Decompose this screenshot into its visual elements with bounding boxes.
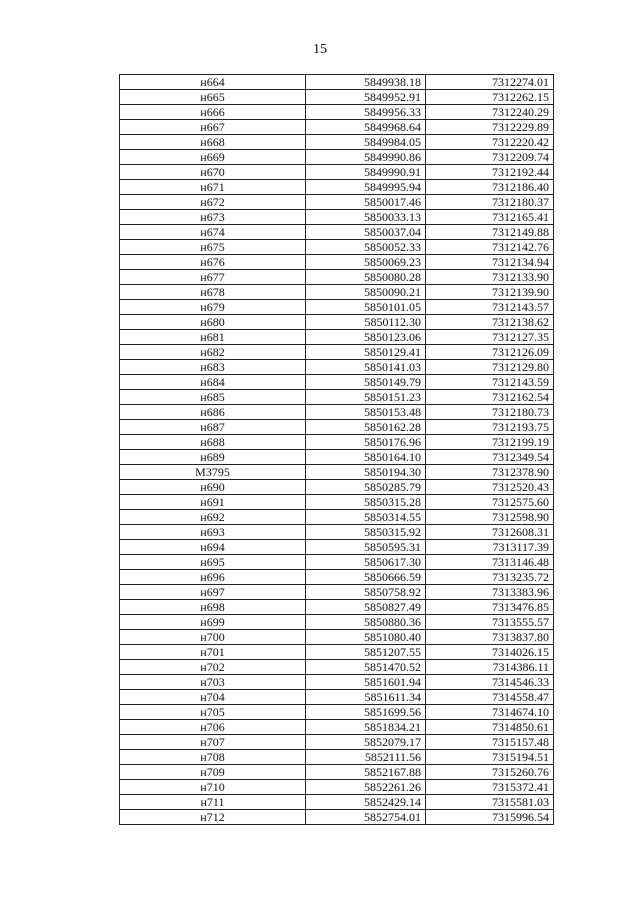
y-coordinate-cell: 7315996.54 xyxy=(426,810,554,825)
x-coordinate-cell: 5850069.23 xyxy=(306,255,426,270)
table-row xyxy=(120,360,554,375)
point-name-cell: н664 xyxy=(120,75,306,90)
table-row xyxy=(120,315,554,330)
x-coordinate-cell: 5850758.92 xyxy=(306,585,426,600)
point-name-cell: н696 xyxy=(120,570,306,585)
point-name-cell: н669 xyxy=(120,150,306,165)
table-row xyxy=(120,405,554,420)
x-coordinate-cell: 5850149.79 xyxy=(306,375,426,390)
point-name-cell: н675 xyxy=(120,240,306,255)
table-row xyxy=(120,450,554,465)
x-coordinate-cell: 5850129.41 xyxy=(306,345,426,360)
x-coordinate-cell: 5851080.40 xyxy=(306,630,426,645)
table-row xyxy=(120,465,554,480)
point-name-cell: н711 xyxy=(120,795,306,810)
point-name-cell: н695 xyxy=(120,555,306,570)
y-coordinate-cell: 7313383.96 xyxy=(426,585,554,600)
y-coordinate-cell: 7315581.03 xyxy=(426,795,554,810)
x-coordinate-cell: 5850037.04 xyxy=(306,225,426,240)
y-coordinate-cell: 7312598.90 xyxy=(426,510,554,525)
point-name-cell: н667 xyxy=(120,120,306,135)
point-name-cell: н679 xyxy=(120,300,306,315)
x-coordinate-cell: 5852111.56 xyxy=(306,750,426,765)
table-row xyxy=(120,570,554,585)
point-name-cell: н694 xyxy=(120,540,306,555)
y-coordinate-cell: 7315157.48 xyxy=(426,735,554,750)
point-name-cell: н691 xyxy=(120,495,306,510)
table-row xyxy=(120,555,554,570)
table-row xyxy=(120,390,554,405)
x-coordinate-cell: 5849938.18 xyxy=(306,75,426,90)
point-name-cell: н684 xyxy=(120,375,306,390)
table-row xyxy=(120,765,554,780)
x-coordinate-cell: 5852261.26 xyxy=(306,780,426,795)
point-name-cell: н707 xyxy=(120,735,306,750)
y-coordinate-cell: 7314026.15 xyxy=(426,645,554,660)
y-coordinate-cell: 7312162.54 xyxy=(426,390,554,405)
y-coordinate-cell: 7312129.80 xyxy=(426,360,554,375)
x-coordinate-cell: 5851207.55 xyxy=(306,645,426,660)
point-name-cell: н666 xyxy=(120,105,306,120)
y-coordinate-cell: 7314558.47 xyxy=(426,690,554,705)
y-coordinate-cell: 7312180.73 xyxy=(426,405,554,420)
y-coordinate-cell: 7312138.62 xyxy=(426,315,554,330)
table-row xyxy=(120,525,554,540)
point-name-cell: н683 xyxy=(120,360,306,375)
y-coordinate-cell: 7315372.41 xyxy=(426,780,554,795)
y-coordinate-cell: 7314386.11 xyxy=(426,660,554,675)
point-name-cell: н692 xyxy=(120,510,306,525)
x-coordinate-cell: 5851601.94 xyxy=(306,675,426,690)
table-row xyxy=(120,780,554,795)
point-name-cell: н668 xyxy=(120,135,306,150)
point-name-cell: н706 xyxy=(120,720,306,735)
point-name-cell: н677 xyxy=(120,270,306,285)
y-coordinate-cell: 7312180.37 xyxy=(426,195,554,210)
y-coordinate-cell: 7315260.76 xyxy=(426,765,554,780)
y-coordinate-cell: 7313235.72 xyxy=(426,570,554,585)
table-row xyxy=(120,105,554,120)
y-coordinate-cell: 7312193.75 xyxy=(426,420,554,435)
point-name-cell: н693 xyxy=(120,525,306,540)
point-name-cell: н678 xyxy=(120,285,306,300)
point-name-cell: н686 xyxy=(120,405,306,420)
y-coordinate-cell: 7313146.48 xyxy=(426,555,554,570)
x-coordinate-cell: 5850315.28 xyxy=(306,495,426,510)
y-coordinate-cell: 7312209.74 xyxy=(426,150,554,165)
table-row xyxy=(120,345,554,360)
table-row xyxy=(120,285,554,300)
point-name-cell: н671 xyxy=(120,180,306,195)
table-row xyxy=(120,150,554,165)
table-row xyxy=(120,120,554,135)
x-coordinate-cell: 5849984.05 xyxy=(306,135,426,150)
table-row xyxy=(120,630,554,645)
x-coordinate-cell: 5850080.28 xyxy=(306,270,426,285)
x-coordinate-cell: 5850285.79 xyxy=(306,480,426,495)
y-coordinate-cell: 7312240.29 xyxy=(426,105,554,120)
y-coordinate-cell: 7312142.76 xyxy=(426,240,554,255)
y-coordinate-cell: 7312134.94 xyxy=(426,255,554,270)
point-name-cell: н712 xyxy=(120,810,306,825)
page-number: 15 xyxy=(313,42,327,57)
x-coordinate-cell: 5851611.34 xyxy=(306,690,426,705)
table-row xyxy=(120,420,554,435)
x-coordinate-cell: 5850101.05 xyxy=(306,300,426,315)
y-coordinate-cell: 7312139.90 xyxy=(426,285,554,300)
y-coordinate-cell: 7312274.01 xyxy=(426,75,554,90)
point-name-cell: н703 xyxy=(120,675,306,690)
y-coordinate-cell: 7312133.90 xyxy=(426,270,554,285)
x-coordinate-cell: 5850880.36 xyxy=(306,615,426,630)
table-row xyxy=(120,300,554,315)
y-coordinate-cell: 7315194.51 xyxy=(426,750,554,765)
x-coordinate-cell: 5849952.91 xyxy=(306,90,426,105)
x-coordinate-cell: 5851834.21 xyxy=(306,720,426,735)
x-coordinate-cell: 5850112.30 xyxy=(306,315,426,330)
x-coordinate-cell: 5850033.13 xyxy=(306,210,426,225)
point-name-cell: н674 xyxy=(120,225,306,240)
table-row xyxy=(120,720,554,735)
table-row xyxy=(120,480,554,495)
coordinates-table-body xyxy=(120,75,554,825)
table-row xyxy=(120,375,554,390)
point-name-cell: н665 xyxy=(120,90,306,105)
y-coordinate-cell: 7312149.88 xyxy=(426,225,554,240)
table-row xyxy=(120,90,554,105)
table-row xyxy=(120,225,554,240)
x-coordinate-cell: 5850595.31 xyxy=(306,540,426,555)
table-row xyxy=(120,330,554,345)
point-name-cell: н682 xyxy=(120,345,306,360)
x-coordinate-cell: 5850176.96 xyxy=(306,435,426,450)
x-coordinate-cell: 5850164.10 xyxy=(306,450,426,465)
table-row xyxy=(120,600,554,615)
point-name-cell: н704 xyxy=(120,690,306,705)
point-name-cell: н697 xyxy=(120,585,306,600)
x-coordinate-cell: 5850017.46 xyxy=(306,195,426,210)
table-row xyxy=(120,585,554,600)
y-coordinate-cell: 7312143.59 xyxy=(426,375,554,390)
point-name-cell: н701 xyxy=(120,645,306,660)
point-name-cell: н672 xyxy=(120,195,306,210)
y-coordinate-cell: 7312127.35 xyxy=(426,330,554,345)
table-row xyxy=(120,435,554,450)
table-row xyxy=(120,795,554,810)
x-coordinate-cell: 5850153.48 xyxy=(306,405,426,420)
x-coordinate-cell: 5850194.30 xyxy=(306,465,426,480)
table-row xyxy=(120,810,554,825)
y-coordinate-cell: 7312143.57 xyxy=(426,300,554,315)
table-row xyxy=(120,495,554,510)
x-coordinate-cell: 5852079.17 xyxy=(306,735,426,750)
x-coordinate-cell: 5851470.52 xyxy=(306,660,426,675)
x-coordinate-cell: 5850315.92 xyxy=(306,525,426,540)
x-coordinate-cell: 5850314.55 xyxy=(306,510,426,525)
x-coordinate-cell: 5849968.64 xyxy=(306,120,426,135)
table-row xyxy=(120,75,554,90)
table-row xyxy=(120,270,554,285)
x-coordinate-cell: 5849995.94 xyxy=(306,180,426,195)
y-coordinate-cell: 7314850.61 xyxy=(426,720,554,735)
y-coordinate-cell: 7312186.40 xyxy=(426,180,554,195)
point-name-cell: н687 xyxy=(120,420,306,435)
y-coordinate-cell: 7313555.57 xyxy=(426,615,554,630)
y-coordinate-cell: 7312229.89 xyxy=(426,120,554,135)
x-coordinate-cell: 5851699.56 xyxy=(306,705,426,720)
table-row xyxy=(120,705,554,720)
y-coordinate-cell: 7312192.44 xyxy=(426,165,554,180)
y-coordinate-cell: 7313476.85 xyxy=(426,600,554,615)
x-coordinate-cell: 5850162.28 xyxy=(306,420,426,435)
table-row xyxy=(120,540,554,555)
table-row xyxy=(120,735,554,750)
point-name-cell: н689 xyxy=(120,450,306,465)
y-coordinate-cell: 7312520.43 xyxy=(426,480,554,495)
point-name-cell: н710 xyxy=(120,780,306,795)
point-name-cell: н685 xyxy=(120,390,306,405)
table-row xyxy=(120,195,554,210)
y-coordinate-cell: 7314546.33 xyxy=(426,675,554,690)
table-row xyxy=(120,690,554,705)
table-row xyxy=(120,750,554,765)
x-coordinate-cell: 5852754.01 xyxy=(306,810,426,825)
point-name-cell: н700 xyxy=(120,630,306,645)
table-row xyxy=(120,675,554,690)
table-row xyxy=(120,180,554,195)
x-coordinate-cell: 5850090.21 xyxy=(306,285,426,300)
y-coordinate-cell: 7313117.39 xyxy=(426,540,554,555)
x-coordinate-cell: 5850666.59 xyxy=(306,570,426,585)
point-name-cell: н673 xyxy=(120,210,306,225)
table-row xyxy=(120,255,554,270)
x-coordinate-cell: 5850141.03 xyxy=(306,360,426,375)
table-row xyxy=(120,645,554,660)
y-coordinate-cell: 7312575.60 xyxy=(426,495,554,510)
table-row xyxy=(120,240,554,255)
point-name-cell: н680 xyxy=(120,315,306,330)
point-name-cell: н699 xyxy=(120,615,306,630)
point-name-cell: М3795 xyxy=(120,465,306,480)
point-name-cell: н670 xyxy=(120,165,306,180)
y-coordinate-cell: 7313837.80 xyxy=(426,630,554,645)
table-row xyxy=(120,210,554,225)
point-name-cell: н708 xyxy=(120,750,306,765)
x-coordinate-cell: 5850052.33 xyxy=(306,240,426,255)
y-coordinate-cell: 7312220.42 xyxy=(426,135,554,150)
y-coordinate-cell: 7312378.90 xyxy=(426,465,554,480)
point-name-cell: н681 xyxy=(120,330,306,345)
x-coordinate-cell: 5850123.06 xyxy=(306,330,426,345)
y-coordinate-cell: 7312608.31 xyxy=(426,525,554,540)
x-coordinate-cell: 5852429.14 xyxy=(306,795,426,810)
x-coordinate-cell: 5849956.33 xyxy=(306,105,426,120)
table-row xyxy=(120,510,554,525)
point-name-cell: н702 xyxy=(120,660,306,675)
point-name-cell: н676 xyxy=(120,255,306,270)
y-coordinate-cell: 7312126.09 xyxy=(426,345,554,360)
point-name-cell: н690 xyxy=(120,480,306,495)
point-name-cell: н709 xyxy=(120,765,306,780)
point-name-cell: н698 xyxy=(120,600,306,615)
table-row xyxy=(120,165,554,180)
table-row xyxy=(120,615,554,630)
x-coordinate-cell: 5850617.30 xyxy=(306,555,426,570)
x-coordinate-cell: 5850827.49 xyxy=(306,600,426,615)
x-coordinate-cell: 5852167.88 xyxy=(306,765,426,780)
x-coordinate-cell: 5849990.86 xyxy=(306,150,426,165)
point-name-cell: н688 xyxy=(120,435,306,450)
y-coordinate-cell: 7312262.15 xyxy=(426,90,554,105)
point-name-cell: н705 xyxy=(120,705,306,720)
y-coordinate-cell: 7312165.41 xyxy=(426,210,554,225)
y-coordinate-cell: 7314674.10 xyxy=(426,705,554,720)
x-coordinate-cell: 5850151.23 xyxy=(306,390,426,405)
y-coordinate-cell: 7312199.19 xyxy=(426,435,554,450)
x-coordinate-cell: 5849990.91 xyxy=(306,165,426,180)
y-coordinate-cell: 7312349.54 xyxy=(426,450,554,465)
table-row xyxy=(120,135,554,150)
coordinates-table xyxy=(119,74,554,825)
table-row xyxy=(120,660,554,675)
